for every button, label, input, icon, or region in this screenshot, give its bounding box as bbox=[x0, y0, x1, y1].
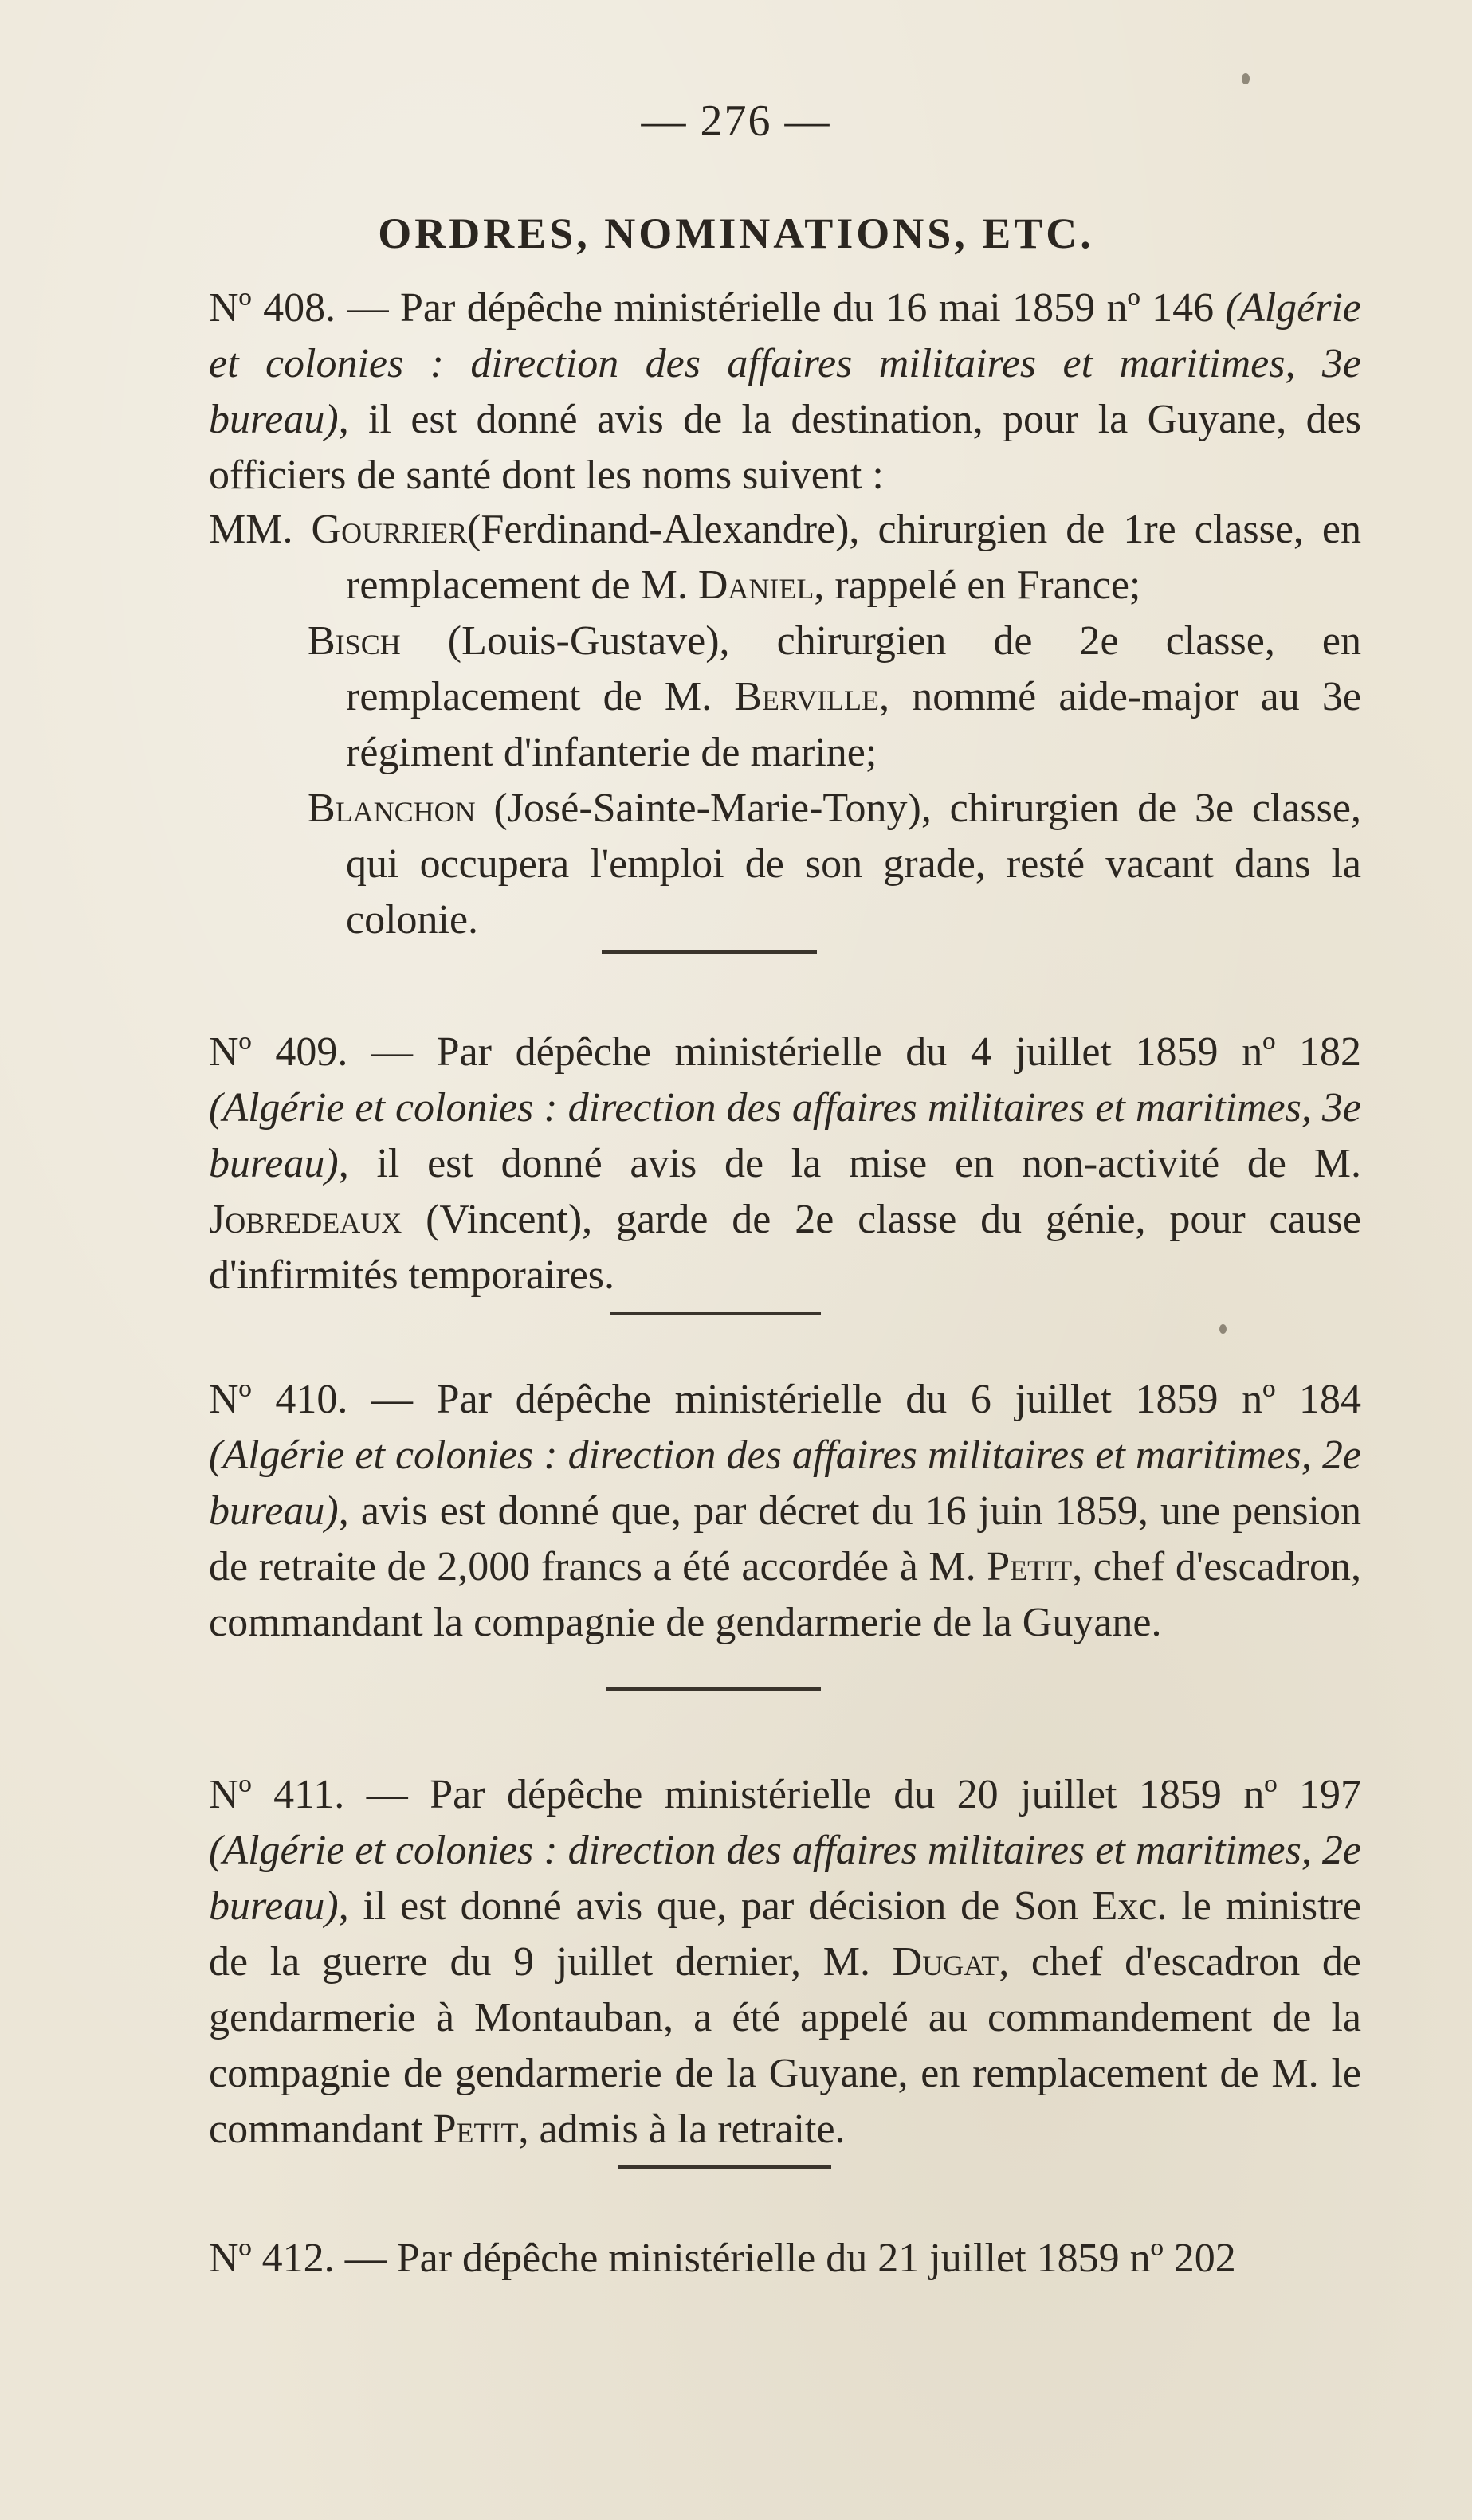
entry-lead: — Par dépêche ministérielle du 16 mai 1859 nº 146 bbox=[347, 285, 1215, 331]
entry-body-end: , chef d'escadron, commandant la compagnie de gendarmerie de la Guyane. bbox=[209, 1544, 1362, 1645]
officer-prefix: MM. bbox=[209, 507, 293, 552]
entry-source: (Algérie et colonies : direction des affaires militaires et maritimes, 2e bureau) bbox=[209, 1432, 1361, 1534]
officer-name: Gourrier bbox=[311, 507, 468, 552]
ink-spot bbox=[1242, 73, 1250, 84]
section-heading: ORDRES, NOMINATIONS, ETC. bbox=[378, 210, 1094, 257]
entry-lead: — Par dépêche ministérielle du 4 juillet 1859 nº 182 bbox=[371, 1029, 1361, 1075]
ink-spot bbox=[1219, 1324, 1227, 1334]
officer-detail-end: , nommé aide-major au 3e régiment d'infanterie de marine; bbox=[346, 674, 1361, 775]
entry-411 bbox=[209, 1767, 1361, 2157]
entry-body: , il est donné avis de la mise en non-activité de M. bbox=[338, 1141, 1361, 1186]
section-divider bbox=[610, 1312, 821, 1315]
officer-entry bbox=[209, 781, 1361, 948]
page-number: — 276 — bbox=[641, 96, 831, 146]
officer-detail: (Louis-Gustave), chirurgien de 2e classe, en remplacement de M. bbox=[346, 618, 1361, 719]
entry-409 bbox=[209, 1025, 1361, 1303]
officer-name: Blanchon bbox=[308, 786, 476, 831]
entry-body: , il est donné avis de la destination, pour la Guyane, des officiers de santé dont les noms suivent : bbox=[209, 397, 1361, 498]
section-divider bbox=[602, 950, 817, 954]
entry-number: Nº 408. bbox=[209, 285, 336, 331]
entry-408 bbox=[209, 280, 1361, 504]
entry-body-end: (Vincent), garde de 2e classe du génie, pour cause d'infirmités temporaires. bbox=[209, 1197, 1361, 1298]
officer-list bbox=[209, 502, 1361, 948]
entry-lead: — Par dépêche ministérielle du 6 juillet 1859 nº 184 bbox=[371, 1377, 1361, 1422]
entry-410 bbox=[209, 1372, 1361, 1651]
entry-body: , avis est donné que, par décret du 16 juin 1859, une pension de retraite de 2,000 francs a été accordée à M. bbox=[209, 1488, 1361, 1589]
person-name: Dugat bbox=[892, 1939, 999, 1985]
entry-412 bbox=[209, 2231, 1361, 2287]
officer-detail-end: , rappelé en France; bbox=[814, 562, 1141, 608]
officer-entry bbox=[209, 502, 1361, 613]
entry-body: , il est donné avis que, par décision de Son Exc. le ministre de la guerre du 9 juillet dernier, M. bbox=[209, 1883, 1361, 1985]
entry-lead: — Par dépêche ministérielle du 21 juillet 1859 nº 202 bbox=[344, 2236, 1236, 2281]
officer-name: Bisch bbox=[308, 618, 401, 664]
entry-number: Nº 410. bbox=[209, 1377, 348, 1422]
officer-detail: (Ferdinand-Alexandre), chirurgien de 1re classe, en remplacement de M. bbox=[346, 507, 1361, 608]
section-divider bbox=[606, 1687, 821, 1691]
replaced-name: Daniel bbox=[697, 562, 815, 608]
entry-lead: — Par dépêche ministérielle du 20 juillet 1859 nº 197 bbox=[366, 1772, 1362, 1817]
replaced-name: Berville bbox=[734, 674, 880, 719]
entry-number: Nº 411. bbox=[209, 1772, 345, 1817]
officer-entry bbox=[209, 613, 1361, 781]
entry-source: (Algérie et colonies : direction des affaires militaires et maritimes, 3e bureau) bbox=[209, 285, 1362, 442]
person-name-2: Petit bbox=[433, 2107, 519, 2152]
person-name: Petit bbox=[987, 1544, 1073, 1589]
entry-source: (Algérie et colonies : direction des affaires militaires et maritimes, 2e bureau) bbox=[209, 1828, 1361, 1929]
entry-source: (Algérie et colonies : direction des affaires militaires et maritimes, 3e bureau) bbox=[209, 1085, 1361, 1186]
section-divider bbox=[618, 2165, 831, 2169]
entry-number: Nº 412. bbox=[209, 2236, 335, 2281]
entry-body-end: , admis à la retraite. bbox=[518, 2107, 846, 2152]
entry-body-mid: , chef d'escadron de gendarmerie à Montauban, a été appelé au commandement de la compagnie de gendarmerie de la Guyane, en remplacement de M. le commandant bbox=[209, 1939, 1362, 2152]
officer-detail: (José-Sainte-Marie-Tony), chirurgien de 3e classe, qui occupera l'emploi de son grade, resté vacant dans la colonie. bbox=[346, 786, 1361, 943]
person-name: Jobredeaux bbox=[209, 1197, 402, 1242]
entry-number: Nº 409. bbox=[209, 1029, 348, 1075]
